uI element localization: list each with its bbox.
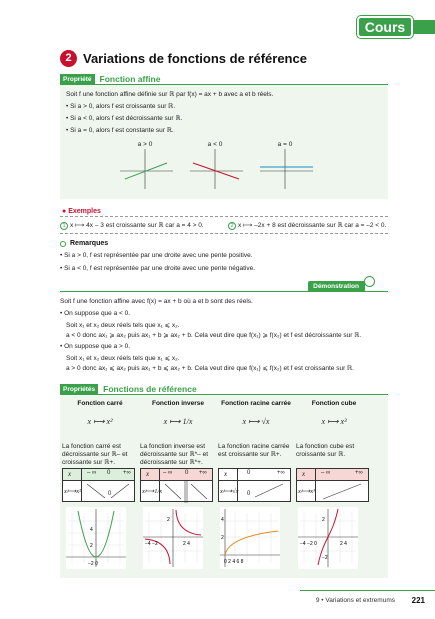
- mini-graph-zero: [255, 141, 315, 191]
- mini-graph-svg: [115, 141, 175, 191]
- property-line-1: • Si a > 0, alors f est croissante sur ℝ.: [66, 103, 176, 110]
- footer-rule: [300, 590, 435, 591]
- table-tick: – ∞: [321, 470, 331, 476]
- demonstration-rule: [60, 291, 388, 292]
- remarks-icon: [60, 241, 66, 247]
- graph-racine: [220, 507, 280, 569]
- svg-text:2: 2: [322, 517, 325, 523]
- property-line-0: Soit f une fonction affine définie sur ℝ par f(x) = ax + b avec a et b réels.: [66, 91, 274, 98]
- graph-inverse: [143, 507, 203, 569]
- reference-rule: [60, 394, 388, 395]
- examples-divider-bottom: [60, 233, 388, 234]
- examples-title: Exemples: [68, 208, 101, 215]
- variation-table-inverse: [140, 468, 213, 502]
- table-tick: +∞: [199, 470, 207, 476]
- svg-text:2 4: 2 4: [340, 541, 347, 547]
- mini-graph-svg: [255, 141, 315, 191]
- demo-line-5: Soit x₁ et x₂ deux réels tels que x₁ ⩽ x₂.: [66, 355, 180, 362]
- mini-graph-positive: [115, 141, 175, 191]
- remarks-title: Remarques: [70, 240, 109, 247]
- table-fx-label: x⟼√x: [220, 488, 239, 495]
- reference-label: [60, 384, 197, 394]
- table-tick: – ∞: [163, 470, 173, 476]
- demo-line-2: Soit x₁ et x₂ deux réels tels que x₁ ⩽ x₂.: [66, 322, 180, 329]
- ref-desc: La fonction cube est croissante sur ℝ.: [296, 443, 355, 458]
- section-title: Variations de fonctions de référence: [83, 51, 307, 66]
- variation-arrows: [159, 481, 214, 503]
- example-2: [228, 221, 386, 230]
- ref-formula: x ⟼ √x: [242, 417, 270, 426]
- demonstration-tag: Démonstration: [308, 281, 365, 292]
- table-tick: +∞: [123, 470, 131, 476]
- table-fx-label: x⟼x²: [64, 488, 82, 495]
- reference-title: Fonctions de référence: [103, 384, 197, 394]
- mini-label: a < 0: [207, 141, 223, 148]
- table-tick: – ∞: [87, 470, 97, 476]
- demo-line-4: • On suppose que a > 0.: [60, 343, 131, 350]
- table-tick: 0: [247, 470, 251, 476]
- examples-divider: [60, 216, 388, 217]
- mini-label: a > 0: [137, 141, 153, 148]
- mini-graph-svg: [185, 141, 245, 191]
- property-line-3: • Si a = 0, alors f est constante sur ℝ.: [66, 127, 174, 134]
- svg-text:0 2 4 6 8: 0 2 4 6 8: [224, 559, 244, 565]
- svg-text:2: 2: [90, 543, 93, 549]
- header-edge-bar: [413, 20, 435, 34]
- table-tick: 0: [185, 470, 189, 476]
- variation-arrows: [81, 481, 136, 503]
- demo-line-1: • On suppose que a < 0.: [60, 310, 131, 317]
- variation-arrows: [315, 481, 370, 503]
- table-fx-label: x⟼x³: [298, 488, 316, 495]
- svg-text:2: 2: [167, 517, 170, 523]
- footer-chapter: 9 • Variations et extremums: [315, 597, 395, 604]
- variation-table-carre: [62, 468, 135, 502]
- demo-line-6: a > 0 donc ax₁ ⩽ ax₂ puis ax₁ + b ⩽ ax₂ + b. Cela veut dire que f(x₁) ⩽ f(x₂) et f est croissante sur ℝ.: [66, 365, 354, 372]
- remark-1: • Si a > 0, f est représentée par une droite avec une pente positive.: [60, 252, 253, 259]
- svg-text:4: 4: [90, 527, 93, 533]
- svg-text:−4 −2: −4 −2: [145, 541, 158, 547]
- cours-tab: Cours: [357, 16, 413, 38]
- ref-formula: x ⟼ x³: [321, 417, 347, 426]
- variation-table-racine: [218, 468, 291, 502]
- ref-desc: La fonction carré est décroissante sur ℝ– et croissante sur ℝ+.: [62, 443, 128, 466]
- demo-line-3: a < 0 donc ax₁ ⩾ ax₂ puis ax₁ + b ⩾ ax₂ + b. Cela veut dire que f(x₁) ⩾ f(x₂) et f est décroissante sur ℝ.: [66, 332, 362, 339]
- ref-head: Fonction inverse: [151, 400, 204, 407]
- svg-text:2: 2: [221, 535, 224, 541]
- svg-text:2 4: 2 4: [183, 541, 190, 547]
- property-label: [60, 74, 160, 84]
- svg-text:4: 4: [221, 517, 224, 523]
- ref-formula: x ⟼ x²: [87, 417, 113, 426]
- property-tag: Propriété: [60, 74, 95, 84]
- ref-desc: La fonction inverse est décroissante sur ℝ*– et décroissante sur ℝ*+.: [140, 443, 209, 466]
- reference-tag: Propriétés: [60, 384, 98, 394]
- mini-label: a = 0: [277, 141, 293, 148]
- remark-2: • Si a < 0, f est représentée par une droite avec une pente négative.: [60, 265, 256, 272]
- table-x-label: x: [68, 470, 72, 478]
- graph-carre: [66, 507, 126, 569]
- svg-text:−2: −2: [322, 555, 328, 561]
- ref-desc: La fonction racine carrée est croissante sur ℝ+.: [218, 443, 290, 458]
- table-min: 0: [247, 491, 251, 497]
- demo-line-0: Soit f une fonction affine avec f(x) = ax + b où a et b sont des réels.: [60, 298, 253, 305]
- graph-cube: [298, 507, 358, 569]
- table-tick: 0: [107, 470, 111, 476]
- table-tick: +∞: [277, 470, 285, 476]
- example-text: x ⟼ 4x – 3 est croissante sur ℝ car a = 4 > 0.: [70, 222, 204, 229]
- table-x-label: x: [302, 470, 306, 478]
- ref-head: Fonction racine carrée: [221, 400, 291, 407]
- page-number: 221: [411, 596, 425, 605]
- table-fx-label: x⟼1/x: [142, 488, 163, 495]
- example-number: 1: [60, 222, 68, 230]
- mini-graph-negative: [185, 141, 245, 191]
- ref-head: Fonction cube: [311, 400, 357, 407]
- table-tick: +∞: [355, 470, 363, 476]
- examples-heading: ● Exemples: [62, 208, 101, 215]
- table-x-label: x: [146, 470, 150, 478]
- remarks-heading: [60, 240, 108, 247]
- property-title: Fonction affine: [99, 74, 161, 84]
- variation-arrows: [237, 481, 292, 503]
- table-x-label: x: [224, 470, 228, 478]
- example-text: x ⟼ –2x + 8 est décroissante sur ℝ car a = –2 < 0.: [238, 222, 387, 229]
- section-number: 2: [60, 50, 77, 67]
- svg-text:−4 −2 0: −4 −2 0: [300, 541, 317, 547]
- variation-table-cube: [296, 468, 369, 502]
- gear-icon: [364, 276, 375, 287]
- svg-text:−2 0: −2 0: [88, 561, 98, 567]
- section-header: [60, 50, 307, 67]
- table-min: 0: [108, 491, 112, 497]
- property-line-2: • Si a < 0, alors f est décroissante sur ℝ.: [66, 115, 183, 122]
- example-1: [60, 221, 204, 230]
- example-number: 2: [228, 222, 236, 230]
- ref-head: Fonction carré: [77, 400, 123, 407]
- ref-formula: x ⟼ 1/x: [163, 417, 193, 426]
